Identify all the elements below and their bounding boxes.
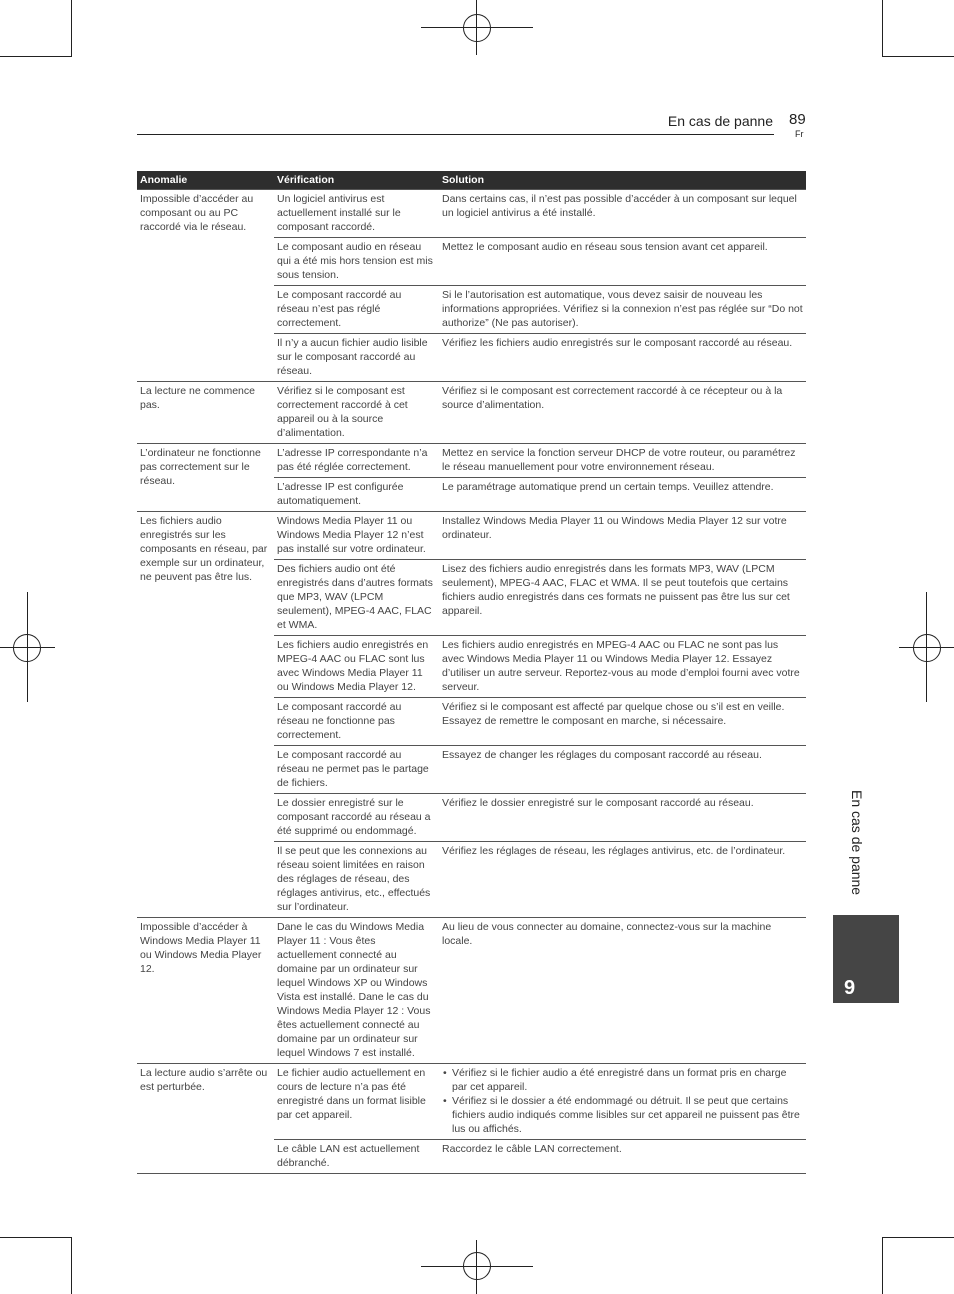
solution-bullet-list <box>442 1066 803 1136</box>
verification-cell: Le composant raccordé au réseau ne fonctionne pas correctement. <box>274 698 439 746</box>
registration-mark-bottom-h <box>421 1266 533 1267</box>
troubleshooting-table <box>137 171 806 1174</box>
solution-cell: Installez Windows Media Player 11 ou Windows Media Player 12 sur votre ordinateur. <box>439 512 806 560</box>
table-row <box>137 444 806 478</box>
verification-cell: Il n’y a aucun fichier audio lisible sur le composant raccordé au réseau. <box>274 334 439 382</box>
header-rule <box>137 134 774 135</box>
solution-cell: Vérifiez le dossier enregistré sur le composant raccordé au réseau. <box>439 794 806 842</box>
anomaly-cell: Impossible d’accéder à Windows Media Player 11 ou Windows Media Player 12. <box>137 918 274 1064</box>
verification-cell: Vérifiez si le composant est correctement raccordé à cet appareil ou à la source d’alimentation. <box>274 382 439 444</box>
solution-cell: Dans certains cas, il n’est pas possible d’accéder à un composant sur lequel un logiciel antivirus a été installé. <box>439 190 806 238</box>
registration-mark-left-h <box>0 647 55 648</box>
solution-cell: Raccordez le câble LAN correctement. <box>439 1140 806 1174</box>
column-header-anomaly: Anomalie <box>137 171 274 190</box>
crop-mark-tr-h <box>882 56 954 57</box>
solution-cell: Vérifiez les fichiers audio enregistrés sur le composant raccordé au réseau. <box>439 334 806 382</box>
solution-cell: Vérifiez si le composant est affecté par quelque chose ou s’il est en veille. Essayez de remettre le composant en marche, si nécessaire. <box>439 698 806 746</box>
solution-bullet: • Vérifiez si le fichier audio a été enregistré dans un format pris en charge par cet appareil. <box>452 1066 803 1094</box>
table-row <box>137 382 806 444</box>
verification-cell: Il se peut que les connexions au réseau soient limitées en raison des réglages de réseau, des réglages antivirus, etc., effectués sur l’ordinateur. <box>274 842 439 918</box>
verification-cell: Les fichiers audio enregistrés en MPEG-4 AAC ou FLAC sont lus avec Windows Media Player 11 ou Windows Media Player 12. <box>274 636 439 698</box>
language-code: Fr <box>795 129 804 139</box>
solution-cell: Essayez de changer les réglages du composant raccordé au réseau. <box>439 746 806 794</box>
verification-cell: L’adresse IP est configurée automatiquement. <box>274 478 439 512</box>
solution-cell: Si le l’autorisation est automatique, vous devez saisir de nouveau les informations appropriées. Vérifiez si la connexion n’est pas réglée sur “Do not authorize” (Ne pas autoriser). <box>439 286 806 334</box>
column-header-verification: Vérification <box>274 171 439 190</box>
crop-mark-bl-v <box>71 1237 72 1294</box>
solution-cell: Mettez en service la fonction serveur DHCP de votre routeur, ou paramétrez le réseau manuellement pour votre environnement réseau. <box>439 444 806 478</box>
crop-mark-br-v <box>882 1237 883 1294</box>
table-row <box>137 512 806 560</box>
registration-mark-right-circle <box>913 634 941 662</box>
crop-mark-tl-v <box>71 0 72 57</box>
side-section-label: En cas de panne <box>849 790 865 896</box>
verification-cell: Windows Media Player 11 ou Windows Media Player 12 n’est pas installé sur votre ordinateur. <box>274 512 439 560</box>
table-row <box>137 918 806 1064</box>
solution-cell: Lisez des fichiers audio enregistrés dans les formats MP3, WAV (LPCM seulement), MPEG-4 AAC, FLAC et WMA. Il se peut toutefois que certains fichiers audio enregistrés dans ces formats ne puissent pas être lus sur cet appareil. <box>439 560 806 636</box>
solution-cell: Vérifiez si le composant est correctement raccordé à ce récepteur ou à la source d’alimentation. <box>439 382 806 444</box>
crop-mark-br-h <box>882 1237 954 1238</box>
page-number: 89 <box>789 111 806 128</box>
crop-mark-bl-h <box>0 1237 72 1238</box>
solution-bullet: • Vérifiez si le dossier a été endommagé ou détruit. Il se peut que certains fichiers audio indiqués comme lisibles sur cet appareil ne puissent pas être lus ou affichés. <box>452 1094 803 1136</box>
registration-mark-top-circle <box>463 14 491 42</box>
verification-cell: Le fichier audio actuellement en cours de lecture n’a pas été enregistré dans un format lisible par cet appareil. <box>274 1064 439 1140</box>
solution-cell: Au lieu de vous connecter au domaine, connectez-vous sur la machine locale. <box>439 918 806 1064</box>
column-header-solution: Solution <box>439 171 806 190</box>
chapter-number: 9 <box>844 977 856 999</box>
anomaly-cell: Impossible d’accéder au composant ou au PC raccordé via le réseau. <box>137 190 274 382</box>
registration-mark-right-h <box>899 647 954 648</box>
verification-cell: Un logiciel antivirus est actuellement installé sur le composant raccordé. <box>274 190 439 238</box>
crop-mark-tl-h <box>0 56 72 57</box>
verification-cell: Des fichiers audio ont été enregistrés dans d’autres formats que MP3, WAV (LPCM seulement), MPEG-4 AAC, FLAC et WMA. <box>274 560 439 636</box>
registration-mark-top-h <box>421 27 533 28</box>
anomaly-cell: La lecture ne commence pas. <box>137 382 274 444</box>
verification-cell: Le composant raccordé au réseau ne permet pas le partage de fichiers. <box>274 746 439 794</box>
chapter-tab <box>833 915 899 1003</box>
verification-cell: Le composant raccordé au réseau n’est pas réglé correctement. <box>274 286 439 334</box>
solution-cell: Mettez le composant audio en réseau sous tension avant cet appareil. <box>439 238 806 286</box>
anomaly-cell: Les fichiers audio enregistrés sur les composants en réseau, par exemple sur un ordinateur, ne peuvent pas être lus. <box>137 512 274 918</box>
solution-cell: Le paramétrage automatique prend un certain temps. Veuillez attendre. <box>439 478 806 512</box>
crop-mark-tr-v <box>882 0 883 57</box>
solution-cell: Les fichiers audio enregistrés en MPEG-4 AAC ou FLAC ne sont pas lus avec Windows Media Player 11 ou Windows Media Player 12. Essayez d’utiliser un autre serveur. Reportez-vous au mode d’emploi fourni avec votre serveur. <box>439 636 806 698</box>
registration-mark-bottom-v <box>476 1240 477 1294</box>
table-row <box>137 1064 806 1140</box>
verification-cell: L’adresse IP correspondante n’a pas été réglée correctement. <box>274 444 439 478</box>
running-header-title: En cas de panne <box>667 113 773 129</box>
solution-cell: Vérifiez les réglages de réseau, les réglages antivirus, etc. de l’ordinateur. <box>439 842 806 918</box>
verification-cell: Dane le cas du Windows Media Player 11 : Vous êtes actuellement connecté au domaine par un ordinateur sur lequel Windows XP ou Windows Vista est installé. Dane le cas du Windows Media Player 12 : Vous êtes actuellement connecté au domaine par un ordinateur sur lequel Windows 7 est installé. <box>274 918 439 1064</box>
verification-cell: Le câble LAN est actuellement débranché. <box>274 1140 439 1174</box>
verification-cell: Le dossier enregistré sur le composant raccordé au réseau a été supprimé ou endommagé. <box>274 794 439 842</box>
solution-cell <box>439 1064 806 1140</box>
verification-cell: Le composant audio en réseau qui a été mis hors tension est mis sous tension. <box>274 238 439 286</box>
table-header-row <box>137 171 806 190</box>
anomaly-cell: La lecture audio s’arrête ou est perturbée. <box>137 1064 274 1174</box>
anomaly-cell: L’ordinateur ne fonctionne pas correctement sur le réseau. <box>137 444 274 512</box>
table-row <box>137 190 806 238</box>
